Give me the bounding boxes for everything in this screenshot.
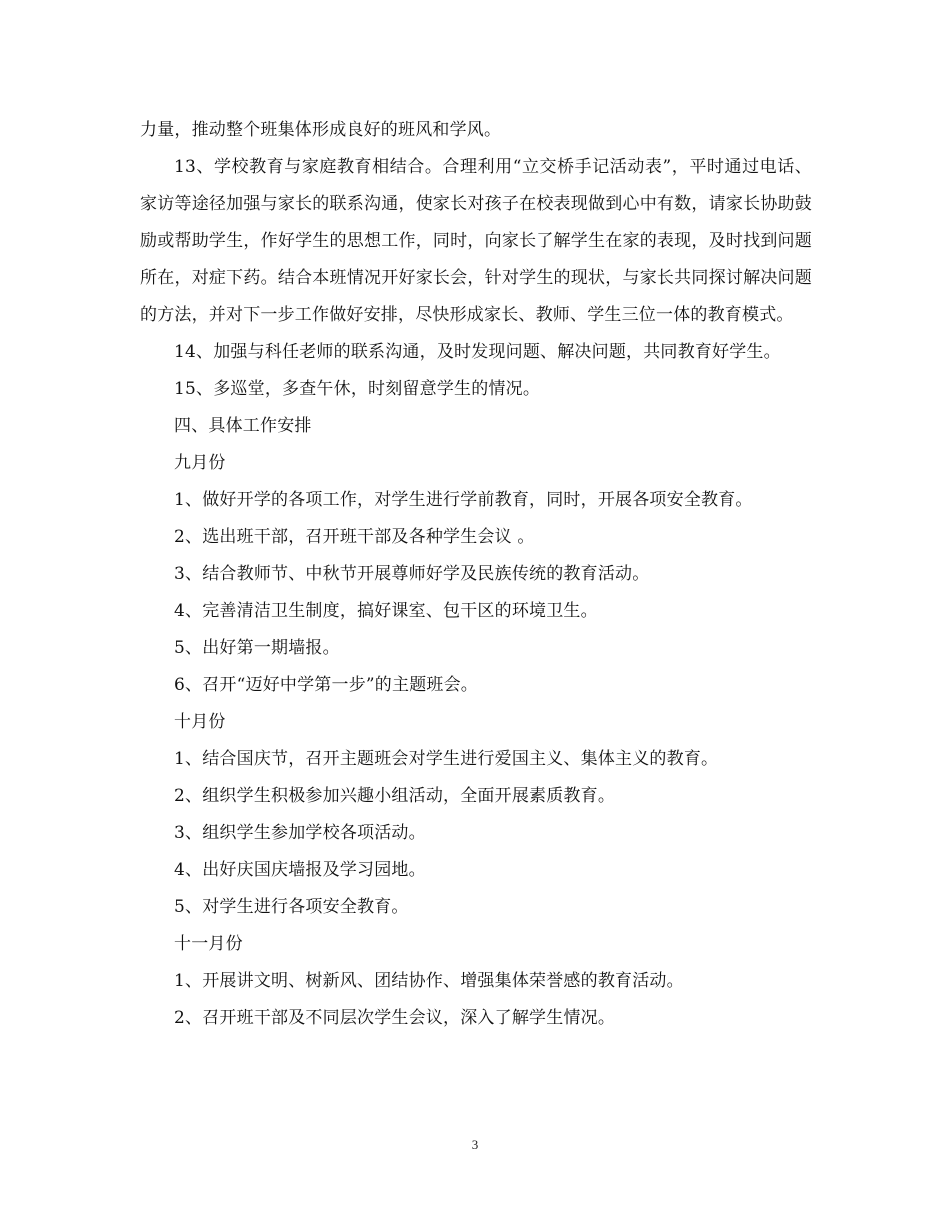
document-body xyxy=(140,112,812,1037)
month-heading-november: 十一月份 xyxy=(174,934,243,954)
list-item: 4、出好庆国庆墙报及学习园地。 xyxy=(174,860,426,880)
list-item: 4、完善清洁卫生制度，搞好课室、包干区的环境卫生。 xyxy=(174,601,598,621)
paragraph-item-14: 14、加强与科任老师的联系沟通，及时发现问题、解决问题，共同教育好学生。 xyxy=(174,342,781,362)
list-item: 3、结合教师节、中秋节开展尊师好学及民族传统的教育活动。 xyxy=(174,564,650,584)
list-item: 6、召开“迈好中学第一步”的主题班会。 xyxy=(174,675,478,695)
list-item: 2、组织学生积极参加兴趣小组活动，全面开展素质教育。 xyxy=(174,786,616,806)
list-item: 1、开展讲文明、树新风、团结协作、增强集体荣誉感的教育活动。 xyxy=(174,971,684,991)
month-heading-september: 九月份 xyxy=(174,453,226,473)
list-item: 1、结合国庆节，召开主题班会对学生进行爱国主义、集体主义的教育。 xyxy=(174,749,719,769)
list-item: 3、组织学生参加学校各项活动。 xyxy=(174,823,426,843)
month-heading-october: 十月份 xyxy=(174,712,226,732)
list-item: 5、对学生进行各项安全教育。 xyxy=(174,897,409,917)
list-item: 5、出好第一期墙报。 xyxy=(174,638,340,658)
list-item: 2、选出班干部，召开班干部及各种学生会议 。 xyxy=(174,527,535,547)
paragraph-continuation: 力量，推动整个班集体形成良好的班风和学风。 xyxy=(140,120,502,140)
section-heading: 四、具体工作安排 xyxy=(174,416,312,436)
list-item: 1、做好开学的各项工作，对学生进行学前教育，同时，开展各项安全教育。 xyxy=(174,490,753,510)
list-item: 2、召开班干部及不同层次学生会议，深入了解学生情况。 xyxy=(174,1008,616,1028)
paragraph-item-13: 13、学校教育与家庭教育相结合。合理利用“立交桥手记活动表”，平时通过电话、家访等途径加强与家长的联系沟通，使家长对孩子在校表现做到心中有数，请家长协助鼓励或帮助学生，作好学生的思想工作，同时，向家长了解学生在家的表现，及时找到问题所在，对症下药。结合本班情况开好家长会，针对学生的现状，与家长共同探讨解决问题的方法，并对下一步工作做好安排，尽快形成家长、教师、学生三位一体的教育模式。 xyxy=(140,157,812,325)
paragraph-item-15: 15、多巡堂，多查午休，时刻留意学生的情况。 xyxy=(174,379,541,399)
page-number: 3 xyxy=(471,1137,479,1152)
